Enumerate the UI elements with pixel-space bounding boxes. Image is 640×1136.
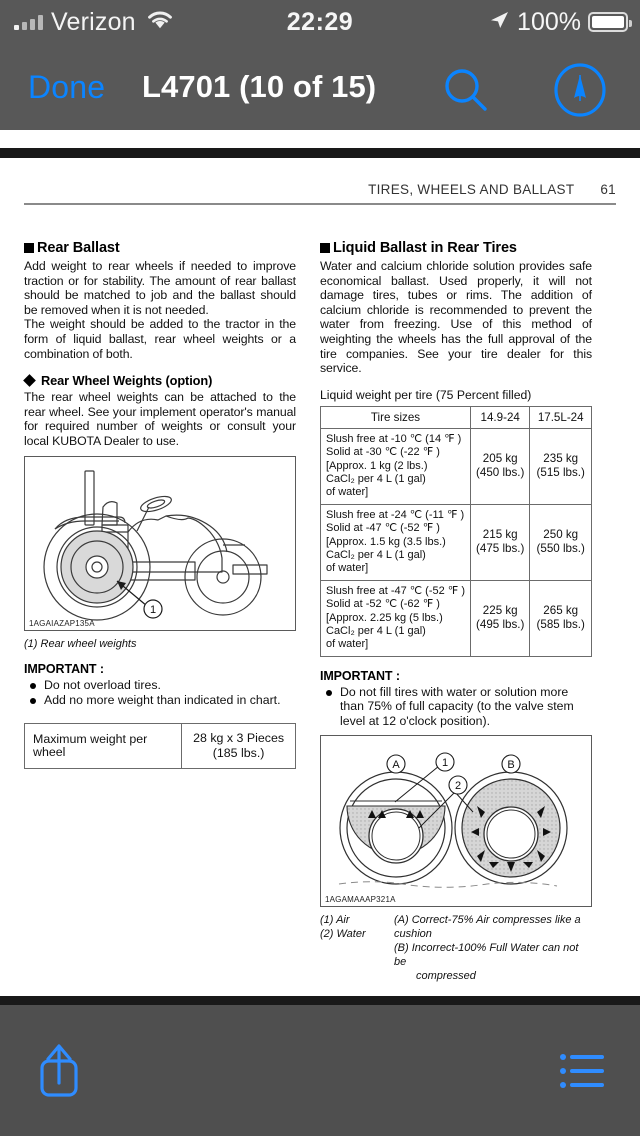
important-label-right: IMPORTANT :: [320, 668, 400, 683]
value-lbs: (550 lbs.): [536, 542, 585, 556]
table-row: [25, 723, 296, 768]
value-lbs: (515 lbs.): [536, 466, 585, 480]
ballast-value-a-1: [470, 428, 529, 504]
legend-item: compressed: [416, 969, 476, 982]
table-header-row: [321, 406, 592, 428]
section-heading-rear-ballast: [24, 240, 296, 256]
figure-legend-tire: [320, 913, 592, 983]
col-header-size-b: 17.5L-24: [530, 406, 592, 428]
value-kg: 235 kg: [543, 452, 579, 466]
table-of-contents-icon[interactable]: [560, 1051, 604, 1096]
max-weight-key: Maximum weight per wheel: [25, 723, 182, 768]
max-weight-value: [182, 723, 296, 768]
important-list-left: [24, 678, 296, 708]
svg-text:1: 1: [149, 603, 157, 616]
carrier-label: Verizon: [51, 7, 136, 36]
list-item: Add no more weight than indicated in chart.: [24, 693, 296, 708]
tractor-illustration: [25, 457, 295, 631]
location-arrow-icon: [488, 9, 510, 36]
account-circle-icon[interactable]: [552, 62, 608, 123]
svg-text:B: B: [507, 758, 515, 771]
value-kg: 205 kg: [482, 452, 518, 466]
value-lbs: (495 lbs.): [476, 618, 525, 632]
ballast-value-a-2: [470, 504, 529, 580]
tire-cross-section-illustration: [321, 736, 591, 907]
max-weight-value-kg: 28 kg x 3 Pieces: [193, 730, 285, 745]
max-weight-table: [24, 723, 296, 769]
bottom-toolbar: [0, 1005, 640, 1136]
figure-tire-fill-levels: [320, 735, 592, 907]
condition-line: [Approx. 1.5 kg (3.5 lbs.): [326, 535, 446, 548]
right-column: [320, 240, 592, 983]
condition-line: CaCl₂ per 4 L (1 gal): [326, 625, 426, 638]
col-header-size-a: 14.9-24: [470, 406, 529, 428]
square-bullet-icon: [24, 243, 34, 253]
ballast-condition-3: [321, 580, 471, 656]
page-running-header: [24, 182, 616, 197]
value-kg: 265 kg: [543, 604, 579, 618]
legend-item: (2) Water: [320, 927, 366, 940]
table-row: [321, 504, 592, 580]
value-kg: 250 kg: [543, 528, 579, 542]
chapter-title: TIRES, WHEELS AND BALLAST: [368, 182, 575, 197]
table-row: [321, 580, 592, 656]
figure-tractor-rear-wheel-weights: [24, 456, 296, 631]
value-kg: 215 kg: [482, 528, 518, 542]
important-list-right: [320, 685, 592, 729]
document-page[interactable]: [0, 158, 640, 996]
legend-column-left: [320, 913, 394, 983]
liquid-ballast-table: [320, 406, 592, 657]
ballast-value-b-2: [530, 504, 592, 580]
ballast-value-b-1: [530, 428, 592, 504]
ballast-condition-1: [321, 428, 471, 504]
ballast-value-a-3: [470, 580, 529, 656]
condition-line: Slush free at -47 ℃ (-52 ℉ ): [326, 584, 465, 597]
value-lbs: (475 lbs.): [476, 542, 525, 556]
legend-item: (A) Correct-75% Air compresses like a cushion: [394, 913, 581, 940]
rear-ballast-paragraph-2: The weight should be added to the tractor in the form of liquid ballast, rear wheel weights or a combination of both.: [24, 317, 296, 361]
max-weight-value-lbs: (185 lbs.): [212, 745, 265, 760]
condition-line: of water]: [326, 486, 369, 499]
status-bar-clock: 22:29: [286, 7, 354, 36]
share-icon[interactable]: [36, 1041, 82, 1104]
nav-spacer: [0, 130, 640, 148]
square-bullet-icon: [320, 243, 330, 253]
navigation-bar: [0, 44, 640, 130]
page-number: 61: [600, 182, 616, 197]
battery-full-icon: [588, 12, 628, 32]
svg-text:1: 1: [441, 756, 449, 769]
svg-text:A: A: [392, 758, 400, 771]
condition-line: [Approx. 1 kg (2 lbs.): [326, 459, 428, 472]
left-column: [24, 240, 296, 769]
rear-ballast-paragraph-1: Add weight to rear wheels if needed to improve traction or for stability. The amount of rear ballast should be matched to job and the ballast should be removed when it is not needed.: [24, 259, 296, 317]
value-lbs: (450 lbs.): [476, 466, 525, 480]
ballast-condition-2: [321, 504, 471, 580]
important-label-left: IMPORTANT :: [24, 661, 104, 676]
page-title: L4701 (10 of 15): [142, 69, 377, 104]
subsection-heading-text: Rear Wheel Weights (option): [41, 373, 213, 389]
condition-line: Slush free at -24 ℃ (-11 ℉ ): [326, 508, 465, 521]
legend-item: (1) Air: [320, 913, 350, 926]
page-top-edge: [0, 148, 640, 158]
figure-caption-tractor: (1) Rear wheel weights: [24, 637, 137, 650]
diamond-bullet-icon: [23, 374, 36, 387]
condition-line: Solid at -30 ℃ (-22 ℉ ): [326, 446, 440, 459]
ballast-value-b-3: [530, 580, 592, 656]
value-lbs: (585 lbs.): [536, 618, 585, 632]
subsection-heading-rear-wheel-weights: [24, 373, 296, 388]
header-rule: [24, 203, 616, 205]
liquid-ballast-paragraph: Water and calcium chloride solution provides safe economical ballast. Used properly, it will not damage tires, tubes or rims. The addition of calcium chloride is recommended to prevent the water from freezing. Use of this method of weighting the wheels has the full approval of the tire companies. See your tire dealer for this service.: [320, 259, 592, 376]
legend-item: (B) Incorrect-100% Full Water can not be: [394, 941, 579, 968]
list-item: Do not fill tires with water or solution more than 75% of full capacity (to the valve stem level at 12 o'clock position).: [320, 685, 592, 729]
section-heading-text: Rear Ballast: [37, 240, 120, 256]
condition-line: of water]: [326, 638, 369, 651]
figure-code-tire: 1AGAMAAAP321A: [325, 894, 396, 904]
col-header-tire-sizes: Tire sizes: [321, 406, 471, 428]
condition-line: CaCl₂ per 4 L (1 gal): [326, 549, 426, 561]
status-bar-right: [488, 8, 628, 37]
condition-line: Solid at -52 ℃ (-62 ℉ ): [326, 598, 440, 611]
condition-line: Slush free at -10 ℃ (14 ℉ ): [326, 432, 462, 445]
condition-line: Solid at -47 ℃ (-52 ℉ ): [326, 522, 440, 535]
condition-line: CaCl₂ per 4 L (1 gal): [326, 472, 426, 485]
value-kg: 225 kg: [482, 604, 518, 618]
status-bar: [0, 0, 640, 44]
section-heading-liquid-ballast: [320, 240, 592, 256]
ballast-table-caption: Liquid weight per tire (75 Percent filled): [320, 387, 532, 402]
legend-column-right: [394, 913, 592, 983]
search-icon[interactable]: [440, 64, 492, 121]
table-row: [321, 428, 592, 504]
section-heading-text: Liquid Ballast in Rear Tires: [333, 240, 517, 256]
done-button[interactable]: Done: [28, 68, 106, 105]
list-item: Do not overload tires.: [24, 678, 296, 693]
condition-line: of water]: [326, 562, 369, 575]
figure-code-tractor: 1AGAIAZAP135A: [29, 618, 95, 628]
condition-line: [Approx. 2.25 kg (5 lbs.): [326, 611, 443, 624]
page-bottom-edge: [0, 996, 640, 1005]
svg-text:2: 2: [454, 779, 462, 792]
battery-percent-label: 100%: [517, 7, 581, 36]
rear-wheel-weights-paragraph: The rear wheel weights can be attached to the rear wheel. See your implement operator's manual for required number of weights or consult your local KUBOTA Dealer to use.: [24, 390, 296, 448]
